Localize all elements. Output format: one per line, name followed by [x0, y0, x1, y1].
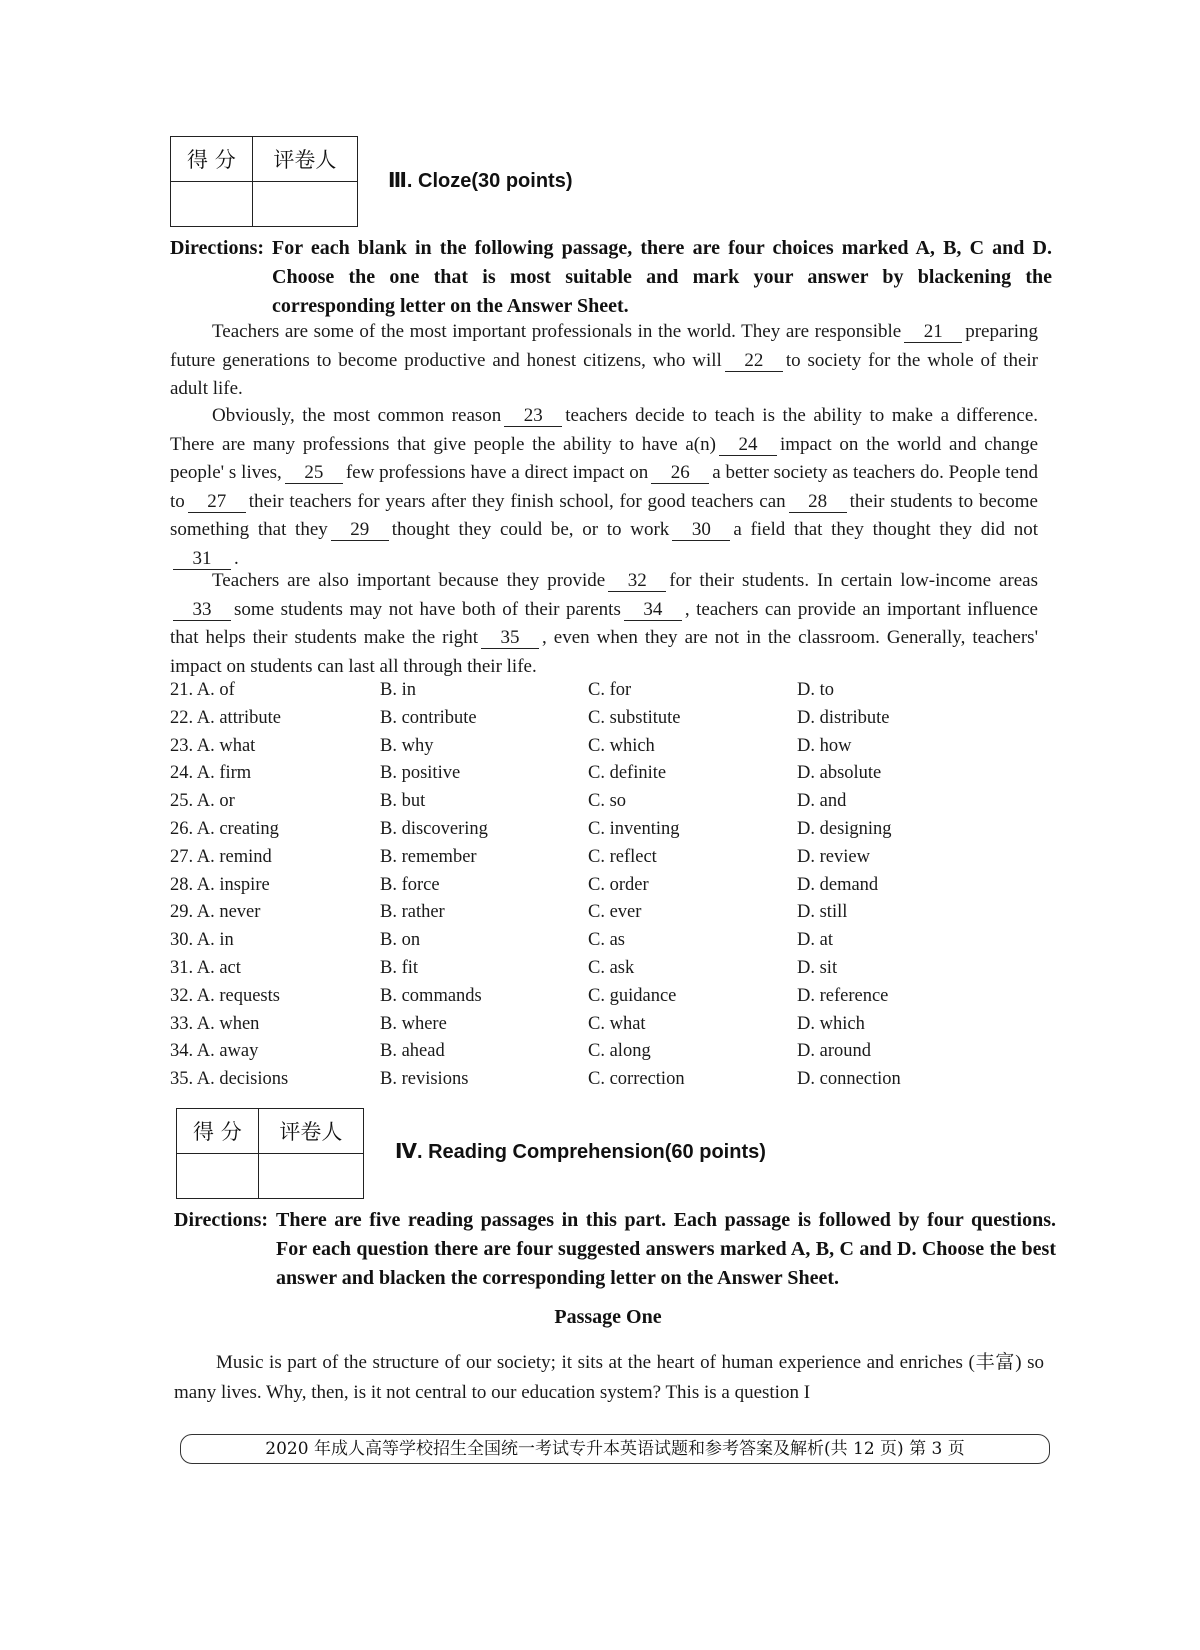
section-title-reading: Ⅳ. Reading Comprehension(60 points) — [395, 1141, 766, 1163]
question-option-c: C. reflect — [588, 846, 657, 867]
page-footer: 2020 年成人高等学校招生全国统一考试专升本英语试题和参考答案及解析(共 12 页) 第 3 页 — [180, 1434, 1050, 1464]
question-option-b: B. fit — [380, 957, 419, 978]
score-label: 得 分 — [177, 1109, 259, 1154]
question-option-d: D. how — [797, 735, 852, 756]
grader-label: 评卷人 — [252, 137, 357, 182]
question-row — [170, 875, 1030, 903]
cloze-paragraph-3: Teachers are also important because they provide 32 for their students. In certain low-income areas33 some students may not have both of their parents 34 , teachers can provide an important influence that helps their students make the right 35 , even when they are not in the classroom. Generally, teachers' impact on students can last all through their life. — [170, 570, 1038, 677]
question-option-c: C. ever — [588, 902, 642, 923]
question-option-a: 29. A. never — [170, 902, 261, 923]
blank-26: 26 — [651, 463, 709, 484]
question-option-d: D. sit — [797, 957, 838, 978]
question-row — [170, 1014, 1030, 1042]
question-option-c: C. substitute — [588, 707, 681, 728]
question-option-c: C. along — [588, 1041, 651, 1062]
question-row — [170, 763, 1030, 791]
question-option-d: D. reference — [797, 985, 889, 1006]
score-box — [170, 136, 358, 227]
blank-23: 23 — [504, 406, 562, 427]
question-option-b: B. in — [380, 680, 416, 700]
reading-directions — [174, 1206, 1056, 1296]
grader-cell — [252, 182, 357, 227]
question-option-d: D. demand — [797, 874, 879, 895]
question-option-b: B. but — [380, 791, 426, 812]
question-option-b: B. revisions — [380, 1069, 469, 1090]
question-row — [170, 819, 1030, 847]
blank-22: 22 — [725, 351, 783, 372]
question-row — [170, 986, 1030, 1014]
question-option-c: C. ask — [588, 957, 635, 978]
question-option-c: C. which — [588, 735, 655, 756]
directions-lead: Directions: — [170, 237, 265, 259]
question-row — [170, 958, 1030, 986]
question-option-b: B. rather — [380, 902, 445, 923]
blank-31: 31 — [173, 549, 231, 570]
blank-28: 28 — [789, 492, 847, 513]
question-option-c: C. as — [588, 930, 625, 951]
question-option-c: C. definite — [588, 763, 667, 784]
question-option-a: 21. A. of — [170, 680, 235, 700]
question-row — [170, 902, 1030, 930]
passage-one-text: Music is part of the structure of our society; it sits at the heart of human experience and enriches (丰富) so many lives. Why, then, is it not central to our education system? This is a question I — [174, 1352, 1044, 1403]
blank-25: 25 — [285, 463, 343, 484]
cloze-paragraph-2: Obviously, the most common reason 23 teachers decide to teach is the ability to make a difference. There are many professions that give people the ability to have a(n) 24 impact on the world and change people' s lives, 25 few professions have a direct impact on 26 a better society as teachers do. People tend to 27 their teachers for years after they finish school, for good teachers can 28 their students to become something that they 29 thought they could be, or to work 30 a field that they thought they did not31 . — [170, 405, 1039, 569]
score-cell — [177, 1154, 259, 1199]
question-option-a: 33. A. when — [170, 1013, 260, 1034]
grader-label: 评卷人 — [258, 1109, 363, 1154]
question-option-b: B. ahead — [380, 1041, 445, 1062]
question-option-b: B. discovering — [380, 818, 488, 839]
question-option-d: D. absolute — [797, 763, 882, 784]
question-row — [170, 930, 1030, 958]
question-option-a: 31. A. act — [170, 957, 241, 978]
blank-33: 33 — [173, 600, 231, 621]
score-box-2 — [176, 1108, 364, 1199]
question-option-c: C. for — [588, 680, 632, 700]
question-option-d: D. around — [797, 1041, 871, 1062]
question-row — [170, 1041, 1030, 1069]
question-option-a: 30. A. in — [170, 930, 234, 951]
question-option-c: C. order — [588, 874, 649, 895]
question-option-d: D. and — [797, 791, 847, 812]
question-option-a: 23. A. what — [170, 735, 256, 756]
blank-27: 27 — [188, 492, 246, 513]
blank-29: 29 — [331, 520, 389, 541]
directions-lead: Directions: — [174, 1209, 269, 1231]
question-option-b: B. contribute — [380, 707, 477, 728]
directions-body: There are five reading passages in this part. Each passage is followed by four questions. For each question there are four suggested answers marked A, B, C and D. Choose the best answer and blacken the corresponding letter on the Answer Sheet. — [276, 1209, 1056, 1289]
cloze-options — [170, 680, 1030, 1097]
question-option-a: 25. A. or — [170, 791, 235, 812]
question-option-b: B. why — [380, 735, 434, 756]
question-row — [170, 680, 1030, 708]
question-option-c: C. guidance — [588, 985, 677, 1006]
question-option-c: C. correction — [588, 1069, 685, 1090]
question-option-d: D. review — [797, 846, 870, 867]
directions-body: For each blank in the following passage, there are four choices marked A, B, C and D. Choose the one that is most suitable and mark your answer by blackening the corresponding letter on the Answer Sheet. — [272, 237, 1052, 317]
question-option-a: 24. A. firm — [170, 763, 252, 784]
question-option-b: B. positive — [380, 763, 461, 784]
question-option-a: 32. A. requests — [170, 985, 280, 1006]
question-option-d: D. at — [797, 930, 833, 951]
score-label: 得 分 — [171, 137, 253, 182]
blank-24: 24 — [719, 435, 777, 456]
passage-title: Passage One — [554, 1306, 662, 1328]
question-row — [170, 791, 1030, 819]
question-option-a: 27. A. remind — [170, 846, 272, 867]
question-option-d: D. which — [797, 1013, 865, 1034]
question-row — [170, 708, 1030, 736]
question-option-a: 22. A. attribute — [170, 707, 281, 728]
question-option-b: B. force — [380, 874, 440, 895]
question-option-d: D. designing — [797, 818, 892, 839]
blank-32: 32 — [608, 571, 666, 592]
question-option-b: B. where — [380, 1013, 447, 1034]
cloze-directions — [170, 234, 1052, 324]
question-option-a: 26. A. creating — [170, 818, 279, 839]
blank-21: 21 — [904, 322, 962, 343]
question-option-b: B. remember — [380, 846, 477, 867]
question-option-c: C. inventing — [588, 818, 680, 839]
question-option-d: D. still — [797, 902, 848, 923]
question-option-c: C. what — [588, 1013, 646, 1034]
cloze-paragraph-1: Teachers are some of the most important professionals in the world. They are responsible 21 preparing future generations to become productive and honest citizens, who will 22 to society for the whole of their adult life. — [170, 321, 1038, 399]
question-option-d: D. to — [797, 680, 834, 700]
blank-35: 35 — [481, 628, 539, 649]
blank-34: 34 — [624, 600, 682, 621]
question-option-b: B. on — [380, 930, 421, 951]
blank-30: 30 — [672, 520, 730, 541]
question-option-d: D. connection — [797, 1069, 901, 1090]
question-row — [170, 736, 1030, 764]
question-row — [170, 1069, 1030, 1097]
question-option-c: C. so — [588, 791, 627, 812]
question-option-a: 35. A. decisions — [170, 1069, 289, 1090]
question-option-b: B. commands — [380, 985, 482, 1006]
grader-cell — [258, 1154, 363, 1199]
question-option-d: D. distribute — [797, 707, 890, 728]
question-option-a: 28. A. inspire — [170, 874, 270, 895]
section-title-cloze: Ⅲ. Cloze(30 points) — [388, 170, 573, 192]
question-row — [170, 847, 1030, 875]
score-cell — [171, 182, 253, 227]
question-option-a: 34. A. away — [170, 1041, 259, 1062]
